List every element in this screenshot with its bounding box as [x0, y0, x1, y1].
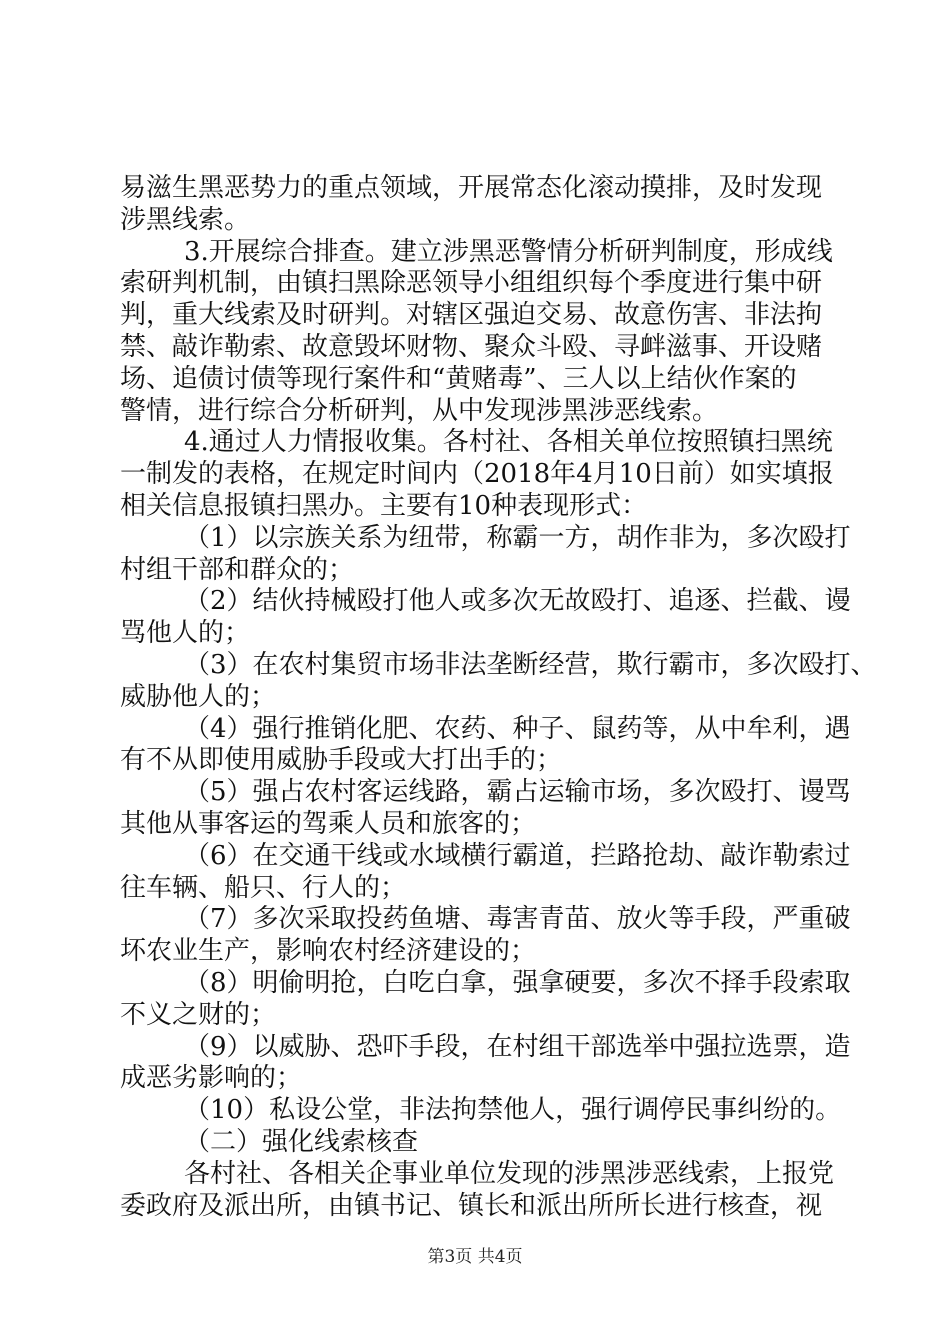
text-line: 警情，进行综合分析研判，从中发现涉黑涉恶线索。 — [120, 396, 719, 426]
text-line: （4）强行推销化肥、农药、种子、鼠药等，从中牟利，遇 — [184, 714, 851, 744]
text-line: 其他从事客运的驾乘人员和旅客的； — [120, 809, 537, 839]
text-line: （二）强化线索核查 — [184, 1127, 419, 1157]
text-line: 往车辆、船只、行人的； — [120, 873, 407, 903]
text-line: 委政府及派出所，由镇书记、镇长和派出所所长进行核查，视 — [120, 1191, 823, 1221]
text-line: 场、追债讨债等现行案件和“黄赌毒”、三人以上结伙作案的 — [120, 364, 797, 394]
text-line: 禁、敲诈勒索、故意毁坏财物、聚众斗殴、寻衅滋事、开设赌 — [120, 332, 823, 362]
text-line: 3.开展综合排查。建立涉黑恶警情分析研判制度，形成线 — [184, 237, 833, 267]
text-line: （8）明偷明抢，白吃白拿，强拿硬要，多次不择手段索取 — [184, 968, 851, 998]
text-line: 相关信息报镇扫黑办。主要有10种表现形式： — [120, 491, 648, 521]
text-line: 成恶劣影响的； — [120, 1063, 303, 1093]
text-line: （10）私设公堂，非法拘禁他人，强行调停民事纠纷的。 — [184, 1095, 842, 1125]
text-line: 涉黑线索。 — [120, 205, 251, 235]
text-line: 威胁他人的； — [120, 682, 277, 712]
text-line: 村组干部和群众的； — [120, 555, 355, 585]
text-line: 易滋生黑恶势力的重点领域，开展常态化滚动摸排，及时发现 — [120, 173, 823, 203]
text-line: 不义之财的； — [120, 1000, 277, 1030]
text-line: 4.通过人力情报收集。各村社、各相关单位按照镇扫黑统 — [184, 427, 833, 457]
text-line: （7）多次采取投药鱼塘、毒害青苗、放火等手段，严重破 — [184, 904, 851, 934]
text-line: （6）在交通干线或水域横行霸道，拦路抢劫、敲诈勒索过 — [184, 841, 851, 871]
text-line: （1）以宗族关系为纽带，称霸一方，胡作非为，多次殴打 — [184, 523, 851, 553]
text-line: （2）结伙持械殴打他人或多次无故殴打、追逐、拦截、谩 — [184, 586, 851, 616]
text-line: 一制发的表格，在规定时间内（2018年4月10日前）如实填报 — [120, 459, 834, 489]
text-line: 骂他人的； — [120, 618, 251, 648]
text-line: 有不从即使用威胁手段或大打出手的； — [120, 745, 563, 775]
text-line: 坏农业生产，影响农村经济建设的； — [120, 936, 537, 966]
text-line: 各村社、各相关企事业单位发现的涉黑涉恶线索，上报党 — [184, 1159, 835, 1189]
text-line: （3）在农村集贸市场非法垄断经营，欺行霸市，多次殴打、 — [184, 650, 877, 680]
text-line: 索研判机制，由镇扫黑除恶领导小组组织每个季度进行集中研 — [120, 268, 823, 298]
text-line: （9）以威胁、恐吓手段，在村组干部选举中强拉选票，造 — [184, 1032, 851, 1062]
text-line: 判，重大线索及时研判。对辖区强迫交易、故意伤害、非法拘 — [120, 300, 823, 330]
text-line: （5）强占农村客运线路，霸占运输市场，多次殴打、谩骂 — [184, 777, 851, 807]
page-footer: 第3页 共4页 — [427, 1247, 523, 1267]
